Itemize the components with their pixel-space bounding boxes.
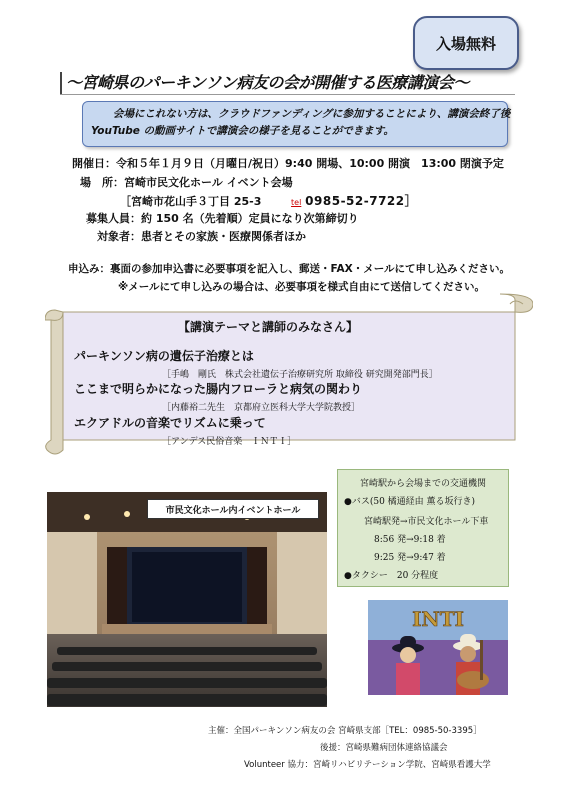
hall-photo-label: 市民文化ホール内イベントホール (147, 499, 319, 519)
speaker-1-theme: パーキンソン病の遺伝子治療とは (74, 349, 254, 363)
speakers-heading: 【講演テーマと講師のみなさん】 (178, 320, 359, 334)
inti-band-photo (368, 600, 508, 695)
notice-line-2: YouTube の動画サイトで講演会の様子を見ることができます。 (91, 125, 394, 137)
tel-number: 0985-52-7722］ (305, 194, 418, 208)
transit-route: 宮崎駅発→市民文化ホール下車 (364, 517, 489, 527)
youtube-notice (82, 101, 511, 147)
speaker-3-detail: ［アンデス民俗音楽 ＩＮＴＩ］ (162, 437, 297, 447)
event-target: 対象者：患者とその家族・医療関係者ほか (97, 230, 306, 243)
footer-organizer: 主催：全国パーキンソン病友の会 宮崎県支部［TEL：0985-50-3395］ (208, 726, 482, 736)
speaker-2-theme: ここまで明らかになった腸内フローラと病気の関わり (74, 382, 363, 396)
event-date: 開催日：令和５年１月９日（月曜日/祝日）9:40 開場、10:00 開演 13:00 閉演予定 (72, 157, 504, 170)
speaker-3-theme: エクアドルの音楽でリズムに乗って (74, 416, 266, 430)
address-text: ［宮崎市花山手３丁目 25-3 (120, 195, 262, 208)
apply-line-1: 申込み：裏面の参加申込書に必要事項を記入し、郵送・FAX・メールにて申し込みください。 (68, 263, 510, 275)
event-place (80, 174, 293, 190)
event-hall-photo (47, 492, 327, 707)
free-admission-badge: 入場無料 (413, 16, 519, 70)
event-capacity: 募集人員：約 150 名（先着順）定員になり次第締切り (86, 212, 359, 225)
event-address (120, 192, 417, 209)
speaker-2-detail: ［内藤裕二先生 京都府立医科大学大学院教授］ (162, 403, 361, 413)
transit-bus: ●バス(50 橘通経由 薫る坂行き) (344, 497, 476, 507)
speaker-1-detail: ［手嶋 剛氏 株式会社遺伝子治療研究所 取締役 研究開発部門長］ (162, 370, 438, 380)
title-divider (60, 94, 515, 95)
transit-time-1: 8:56 発→9:18 着 (374, 535, 446, 545)
transit-title: 宮崎駅から会場までの交通機関 (360, 479, 487, 489)
apply-line-2: ※メールにて申し込みの場合は、必要事項を様式自由にて送信してください。 (118, 281, 485, 293)
title-bar (60, 72, 62, 94)
inti-logo: INTI (412, 607, 464, 631)
place-label: 場 所： (80, 176, 124, 189)
page-title: ～宮崎県のパーキンソン病友の会が開催する医療講演会～ (66, 73, 469, 92)
footer-support: 後援：宮崎県難病団体連絡協議会 (320, 743, 448, 753)
place-value: 宮崎市民文化ホール イベント会場 (124, 176, 293, 189)
footer-volunteer: Volunteer 協力：宮崎リハビリテーション学院、宮崎県看護大学 (244, 760, 491, 770)
transit-time-2: 9:25 発→9:47 着 (374, 553, 446, 563)
transit-info (337, 469, 509, 587)
transit-taxi: ●タクシー 20 分程度 (344, 571, 439, 581)
notice-line-1: 会場にこれない方は、クラウドファンディングに参加することにより、講演会終了後 (113, 108, 511, 120)
tel-label: tel (291, 198, 302, 207)
